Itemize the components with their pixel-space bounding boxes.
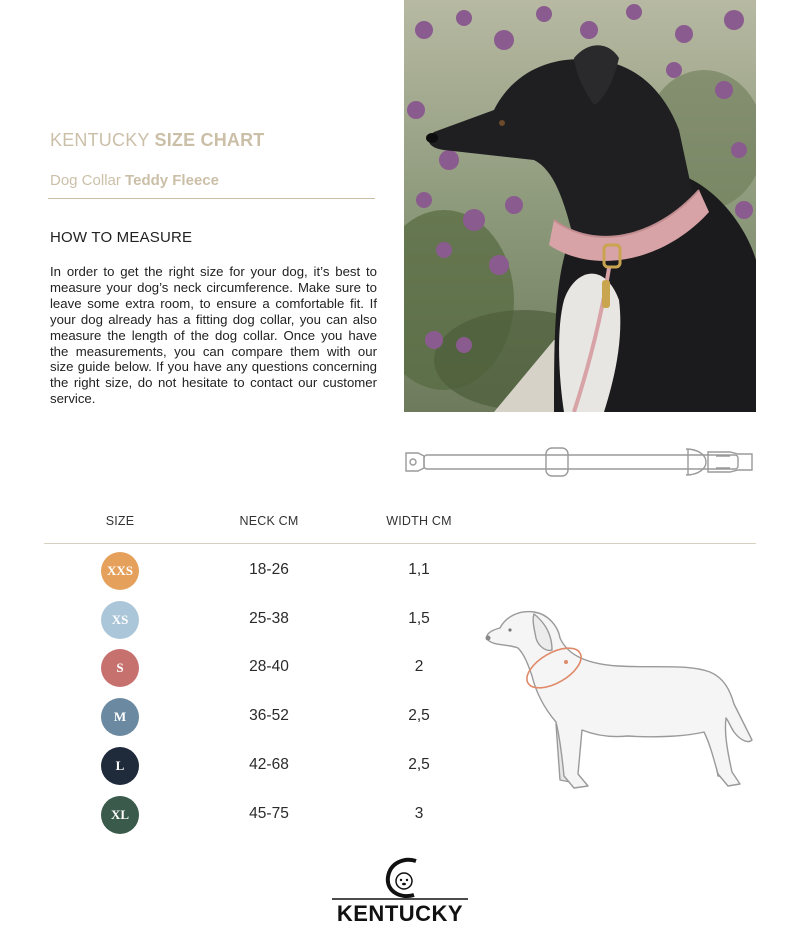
chart-label: SIZE CHART (154, 130, 265, 150)
size-badge: S (101, 649, 139, 687)
width-value: 1,1 (408, 561, 430, 578)
neck-value: 36-52 (249, 707, 289, 724)
size-badge: XS (101, 601, 139, 639)
how-to-measure-heading: HOW TO MEASURE (50, 229, 193, 246)
logo-emblem-icon (320, 853, 480, 903)
product-subtitle (50, 172, 219, 189)
dog-outline-icon (478, 604, 760, 796)
how-to-measure-text: In order to get the right size for your dog, it’s best to measure your dog’s neck circumference. Make sure to leave some extra room, to ensure a comfortable fit. If your dog already has a fitting dog collar, you can also measure the length of the dog collar. Once you have the measurements, you can compare them with our size guide below. If you have any questions concerning the right size, do not hesitate to contact our customer service. (50, 264, 377, 407)
dog-photo-illustration (404, 0, 756, 412)
size-badge: M (101, 698, 139, 736)
neck-value: 42-68 (249, 756, 289, 773)
neck-value: 45-75 (249, 805, 289, 822)
chart-title (50, 130, 265, 151)
dog-outline-illustration (478, 604, 760, 796)
collar-outline-icon (402, 444, 758, 480)
width-value: 2,5 (408, 756, 430, 773)
width-value: 2,5 (408, 707, 430, 724)
neck-value: 18-26 (249, 561, 289, 578)
size-badge: L (101, 747, 139, 785)
width-value: 1,5 (408, 610, 430, 627)
kentucky-logo (320, 853, 480, 933)
size-badge: XL (101, 796, 139, 834)
dog-photo (404, 0, 756, 412)
logo-wordmark: KENTUCKY (336, 901, 464, 926)
title-divider (48, 198, 375, 199)
table-divider (44, 543, 756, 544)
collar-drawing (402, 444, 758, 480)
column-header-neck: NECK CM (239, 514, 299, 528)
table-row (0, 551, 800, 591)
width-value: 3 (414, 805, 424, 822)
brand-name: KENTUCKY (50, 130, 150, 150)
table-row (0, 795, 800, 835)
product-prefix: Dog Collar (50, 172, 121, 189)
column-header-size: SIZE (105, 514, 135, 528)
column-header-width: WIDTH CM (386, 514, 452, 528)
size-badge: XXS (101, 552, 139, 590)
neck-value: 28-40 (249, 658, 289, 675)
width-value: 2 (414, 658, 424, 675)
neck-value: 25-38 (249, 610, 289, 627)
product-name: Teddy Fleece (125, 172, 219, 189)
